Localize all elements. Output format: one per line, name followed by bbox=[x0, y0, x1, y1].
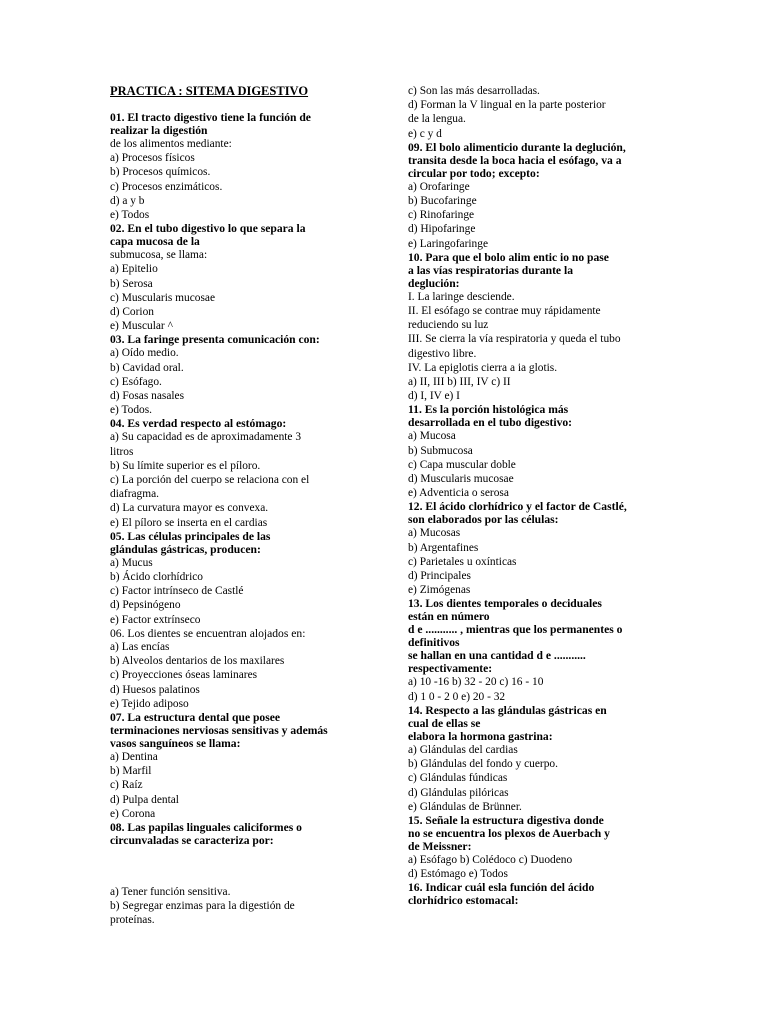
answer-line: c) Esófago. bbox=[110, 375, 162, 388]
question-text: 10. Para que el bolo alim entic io no pase bbox=[408, 250, 609, 264]
answer-line: d) Pulpa dental bbox=[110, 793, 179, 806]
answer-line: a) Mucosa bbox=[408, 430, 456, 443]
answer-line: b) Bucofaringe bbox=[408, 195, 477, 208]
answer-line: a) 10 -16 b) 32 - 20 c) 16 - 10 bbox=[408, 676, 544, 689]
question-text: circular por todo; excepto: bbox=[408, 166, 540, 180]
question-text: 08. Las papilas linguales caliciformes o bbox=[110, 820, 302, 834]
answer-line: a) Oído medio. bbox=[110, 347, 179, 360]
answer-line: c) Raíz bbox=[110, 779, 143, 792]
question-text: a las vías respiratorias durante la bbox=[408, 263, 573, 277]
answer-line: a) Dentina bbox=[110, 750, 158, 763]
question-text: vasos sanguíneos se llama: bbox=[110, 736, 241, 750]
answer-line: e) Factor extrínseco bbox=[110, 613, 201, 626]
question-text: terminaciones nerviosas sensitivas y además bbox=[110, 723, 328, 737]
answer-line: a) Epitelio bbox=[110, 263, 158, 276]
answer-line: a) Tener función sensitiva. bbox=[110, 885, 231, 898]
answer-line: de los alimentos mediante: bbox=[110, 138, 232, 150]
question-block bbox=[110, 885, 342, 928]
question-block bbox=[408, 704, 658, 814]
answer-line: b) Serosa bbox=[110, 277, 153, 290]
answer-line: a) Esófago b) Colédoco c) Duodeno bbox=[408, 853, 573, 866]
answer-line: b) Glándulas del fondo y cuerpo. bbox=[408, 758, 558, 771]
answer-line: e) Todos bbox=[110, 209, 150, 222]
question-text: desarrollada en el tubo digestivo: bbox=[408, 416, 573, 430]
question-text: 13. Los dientes temporales o deciduales bbox=[408, 597, 602, 611]
question-block bbox=[110, 111, 342, 222]
answer-line: c) Factor intrínseco de Castlé bbox=[110, 585, 244, 598]
answer-line: c) Son las más desarrolladas. bbox=[408, 85, 540, 97]
answer-line: d) Forman la V lingual en la parte posterior bbox=[408, 99, 606, 112]
question-text: transita desde la boca hacia el esófago, va a bbox=[408, 153, 622, 167]
answer-line: b) Argentafines bbox=[408, 541, 479, 554]
question-text: 06. Los dientes se encuentran alojados en: bbox=[110, 626, 306, 640]
question-text: 07. La estructura dental que posee bbox=[110, 710, 281, 724]
question-block bbox=[408, 500, 658, 597]
answer-line: litros bbox=[110, 445, 134, 458]
question-block bbox=[110, 530, 342, 627]
question-block bbox=[110, 333, 342, 417]
answer-line: a) Procesos físicos bbox=[110, 152, 195, 165]
answer-line: d) I, IV e) I bbox=[408, 390, 460, 403]
question-text: 15. Señale la estructura digestiva donde bbox=[408, 813, 604, 827]
question-text: 05. Las células principales de las bbox=[110, 529, 271, 543]
answer-line: e) c y d bbox=[408, 127, 442, 140]
question-text: realizar la digestión bbox=[110, 124, 208, 137]
question-text: 16. Indicar cuál esla función del ácido bbox=[408, 881, 595, 895]
answer-line: c) Parietales u oxínticas bbox=[408, 555, 517, 568]
question-text: capa mucosa de la bbox=[110, 235, 200, 249]
question-text: 14. Respecto a las glándulas gástricas en bbox=[408, 703, 607, 717]
answer-line: c) Procesos enzimáticos. bbox=[110, 180, 223, 193]
question-text: definitivos bbox=[408, 636, 460, 650]
question-text: 02. En el tubo digestivo lo que separa la bbox=[110, 222, 306, 236]
question-text: 09. El bolo alimenticio durante la deglución, bbox=[408, 140, 626, 154]
answer-line: a) Glándulas del cardias bbox=[408, 743, 518, 756]
answer-line: e) Muscular ^ bbox=[110, 320, 173, 333]
answer-line: e) El píloro se inserta en el cardias bbox=[110, 516, 268, 529]
answer-line: I. La laringe desciende. bbox=[408, 290, 515, 303]
question-text: glándulas gástricas, producen: bbox=[110, 542, 261, 556]
answer-line: submucosa, se llama: bbox=[110, 249, 208, 262]
answer-line: c) La porción del cuerpo se relaciona con el bbox=[110, 474, 310, 487]
question-text: circunvaladas se caracteriza por: bbox=[110, 833, 274, 847]
answer-line: d) Principales bbox=[408, 570, 471, 583]
answer-line: a) Las encías bbox=[110, 640, 170, 653]
answer-line: d) La curvatura mayor es convexa. bbox=[110, 502, 269, 515]
answer-line: d) Huesos palatinos bbox=[110, 683, 200, 696]
question-text: elabora la hormona gastrina: bbox=[408, 729, 553, 743]
question-text: 11. Es la porción histológica más bbox=[408, 403, 569, 417]
answer-line: b) Su límite superior es el píloro. bbox=[110, 459, 261, 472]
question-block bbox=[110, 222, 342, 333]
question-text: 04. Es verdad respecto al estómago: bbox=[110, 417, 287, 431]
answer-line: d) Muscularis mucosae bbox=[408, 473, 514, 486]
answer-line: e) Laringofaringe bbox=[408, 237, 489, 250]
question-block bbox=[408, 251, 658, 404]
answer-line: d) Pepsinógeno bbox=[110, 599, 181, 612]
answer-line: d) Glándulas pilóricas bbox=[408, 786, 509, 799]
answer-line: a) Mucus bbox=[110, 556, 153, 569]
answer-line: d) Fosas nasales bbox=[110, 390, 185, 403]
answer-line: b) Alveolos dentarios de los maxilares bbox=[110, 655, 285, 668]
question-text: respectivamente: bbox=[408, 662, 493, 676]
answer-line: d) Corion bbox=[110, 306, 154, 319]
answer-line: b) Procesos químicos. bbox=[110, 166, 211, 179]
question-block bbox=[408, 814, 658, 881]
answer-line: e) Glándulas de Brünner. bbox=[408, 800, 522, 813]
answer-line: a) Mucosas bbox=[408, 527, 461, 540]
question-block bbox=[408, 881, 658, 907]
answer-line: proteínas. bbox=[110, 914, 155, 927]
question-block bbox=[110, 417, 342, 529]
question-text: deglución: bbox=[408, 276, 460, 290]
answer-line: e) Tejido adiposo bbox=[110, 697, 189, 710]
question-text: son elaborados por las células: bbox=[408, 513, 559, 527]
answer-line: IV. La epiglotis cierra a ia glotis. bbox=[408, 361, 558, 374]
answer-line: digestivo libre. bbox=[408, 347, 477, 360]
question-block bbox=[408, 141, 658, 251]
answer-line: II. El esófago se contrae muy rápidamente bbox=[408, 305, 601, 318]
question-block bbox=[408, 597, 658, 703]
answer-line: b) Segregar enzimas para la digestión de bbox=[110, 900, 295, 913]
answer-line: de la lengua. bbox=[408, 113, 466, 126]
answer-line: d) Estómago e) Todos bbox=[408, 868, 508, 881]
question-block bbox=[408, 84, 658, 141]
question-block bbox=[408, 403, 658, 500]
question-text: no se encuentra los plexos de Auerbach y bbox=[408, 826, 610, 840]
answer-line: e) Zimógenas bbox=[408, 584, 471, 597]
right-column bbox=[408, 84, 658, 907]
blank-space bbox=[110, 847, 342, 885]
answer-line: c) Muscularis mucosae bbox=[110, 291, 216, 304]
answer-line: c) Glándulas fúndicas bbox=[408, 772, 508, 785]
answer-line: e) Todos. bbox=[110, 404, 153, 417]
answer-line: c) Proyecciones óseas laminares bbox=[110, 669, 258, 682]
answer-line: diafragma. bbox=[110, 488, 160, 501]
question-text: 01. El tracto digestivo tiene la función de bbox=[110, 111, 311, 124]
answer-line: III. Se cierra la vía respiratoria y queda el tubo bbox=[408, 333, 621, 346]
answer-line: d) 1 0 - 2 0 e) 20 - 32 bbox=[408, 690, 506, 703]
answer-line: d) a y b bbox=[110, 194, 145, 207]
page-title: PRACTICA : SITEMA DIGESTIVO bbox=[110, 84, 309, 98]
question-block bbox=[110, 711, 342, 821]
question-block bbox=[110, 627, 342, 711]
answer-line: e) Adventicia o serosa bbox=[408, 487, 509, 500]
question-text: se hallan en una cantidad d e ........... bbox=[408, 649, 586, 663]
answer-line: c) Rinofaringe bbox=[408, 209, 475, 222]
answer-line: d) Hipofaringe bbox=[408, 223, 476, 236]
question-text: 03. La faringe presenta comunicación con: bbox=[110, 333, 320, 347]
question-block bbox=[110, 821, 342, 847]
answer-line: a) II, III b) III, IV c) II bbox=[408, 376, 511, 389]
answer-line: e) Corona bbox=[110, 807, 156, 820]
question-text: 12. El ácido clorhídrico y el factor de Castlé, bbox=[408, 500, 627, 514]
answer-line: a) Su capacidad es de aproximadamente 3 bbox=[110, 431, 302, 444]
question-text: cual de ellas se bbox=[408, 716, 481, 730]
question-text: de Meissner: bbox=[408, 839, 472, 853]
right-question-list bbox=[408, 84, 658, 907]
question-text: están en número bbox=[408, 610, 490, 624]
left-question-list bbox=[110, 111, 342, 928]
question-text: clorhídrico estomacal: bbox=[408, 894, 519, 908]
answer-line: a) Orofaringe bbox=[408, 180, 470, 193]
answer-line: b) Submucosa bbox=[408, 444, 473, 457]
answer-line: b) Marfil bbox=[110, 765, 152, 778]
left-column bbox=[110, 84, 342, 928]
answer-line: reduciendo su luz bbox=[408, 319, 489, 332]
answer-line: c) Capa muscular doble bbox=[408, 458, 516, 471]
answer-line: b) Cavidad oral. bbox=[110, 361, 184, 374]
question-text: d e ........... , mientras que los permanentes o bbox=[408, 623, 623, 637]
answer-line: b) Ácido clorhídrico bbox=[110, 571, 203, 584]
